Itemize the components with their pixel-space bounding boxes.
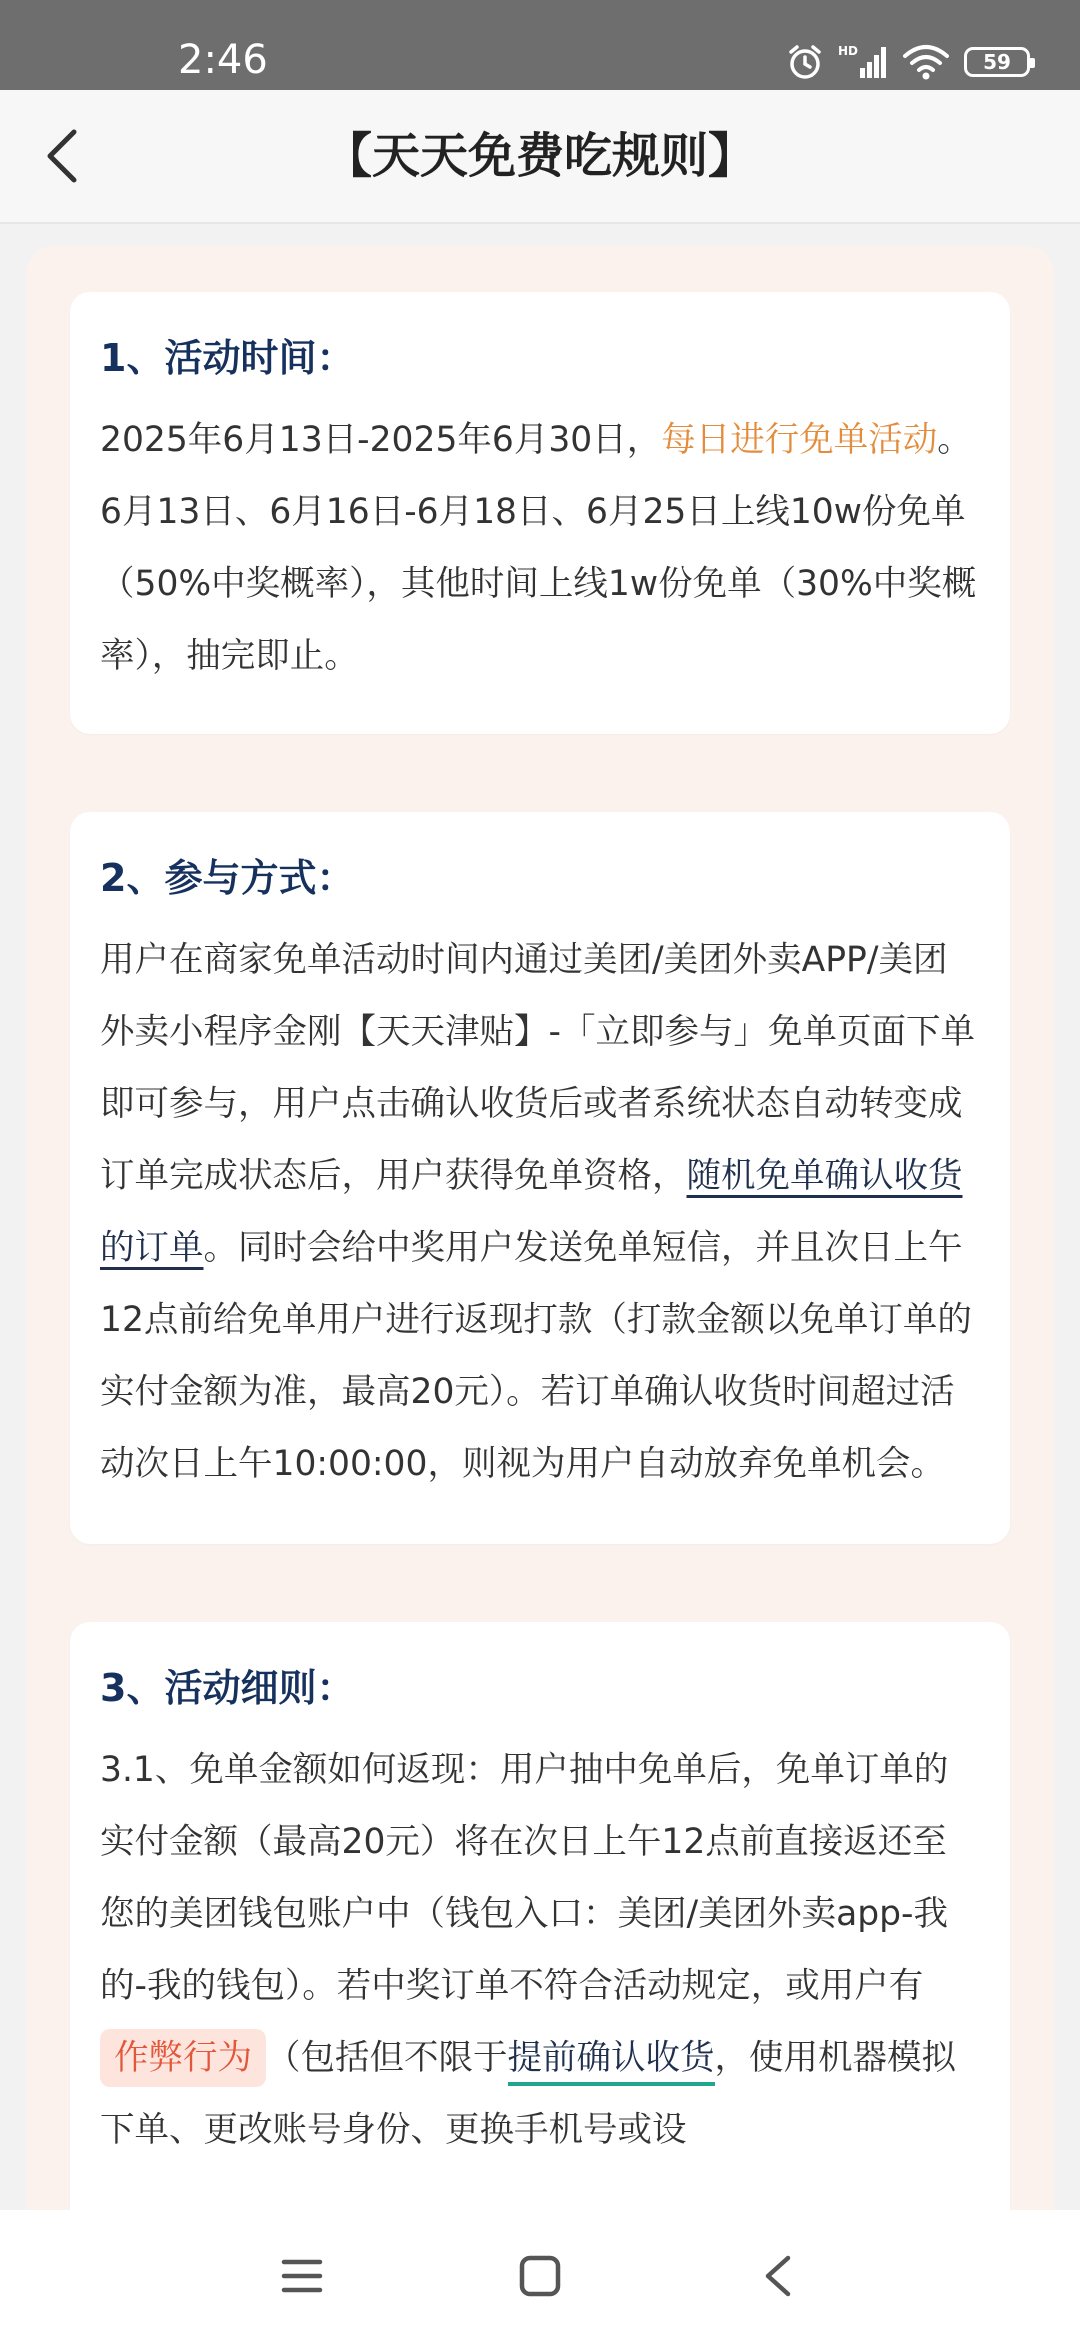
section-text: 用户在商家免单活动时间内通过美团/美团外卖APP/美团外卖小程序金刚【天天津贴】-「立即参与」免单页面下单即可参与，用户点击确认收货后或者系统状态自动转变成订单完成状态后，用户获得免单资格，随机免单确认收货的订单。同时会给中奖用户发送免单短信，并且次日上午12点前给免单用户进行返现打款（打款金额以免单订单的实付金额为准，最高20元）。若订单确认收货时间超过活动次日上午10:00:00，则视为用户自动放弃免单机会。 [100,940,975,1484]
underlined-text: 随机免单确认收货的订单 [100,1156,963,1268]
cheating-tag: 作弊行为 [100,2029,266,2087]
back-triangle-icon [760,2254,796,2298]
section-text: 2025年6月13日-2025年6月30日，每日进行免单活动。6月13日、6月16日-6月18日、6月25日上线10w份免单（50%中奖概率），其他时间上线1w份免单（30%中奖概率），抽完即止。 [100,420,977,676]
section-heading: 2、参与方式： [100,856,355,900]
home-button[interactable] [510,2248,570,2304]
status-bar [0,0,1080,90]
highlight-text: 每日进行免单活动 [661,420,938,460]
system-nav-bar [0,2210,1080,2340]
rule-card-details [70,1622,1010,2210]
page-header [0,90,1080,224]
rules-content[interactable] [26,246,1054,2210]
menu-icon [280,2256,324,2296]
underlined-text: 提前确认收货 [508,2038,715,2086]
section-heading: 1、活动时间： [100,336,355,380]
menu-button[interactable] [272,2248,332,2304]
nav-back-button[interactable] [748,2248,808,2304]
battery-level: 59 [983,50,1011,74]
rule-card-time [70,292,1010,734]
status-icons [786,40,1030,84]
wifi-icon [902,44,950,80]
svg-text:HD: HD [838,44,859,58]
section-heading: 3、活动细则： [100,1666,355,1710]
battery-icon [964,47,1030,77]
status-time: 2:46 [178,37,268,83]
rule-card-participation [70,812,1010,1544]
section-text: 3.1、免单金额如何返现：用户抽中免单后，免单订单的实付金额（最高20元）将在次日上午12点前直接返还至您的美团钱包账户中（钱包入口：美团/美团外卖app-我的-我的钱包）。若中奖订单不符合活动规定，或用户有作弊行为 （包括但不限于提前确认收货，使用机器模拟下单、更改账号身份、更换手机号或设 [100,1750,956,2150]
hd-signal-icon [838,44,888,80]
alarm-icon [786,43,824,81]
home-square-icon [518,2254,562,2298]
page-title: 【天天免费吃规则】 [323,128,756,184]
